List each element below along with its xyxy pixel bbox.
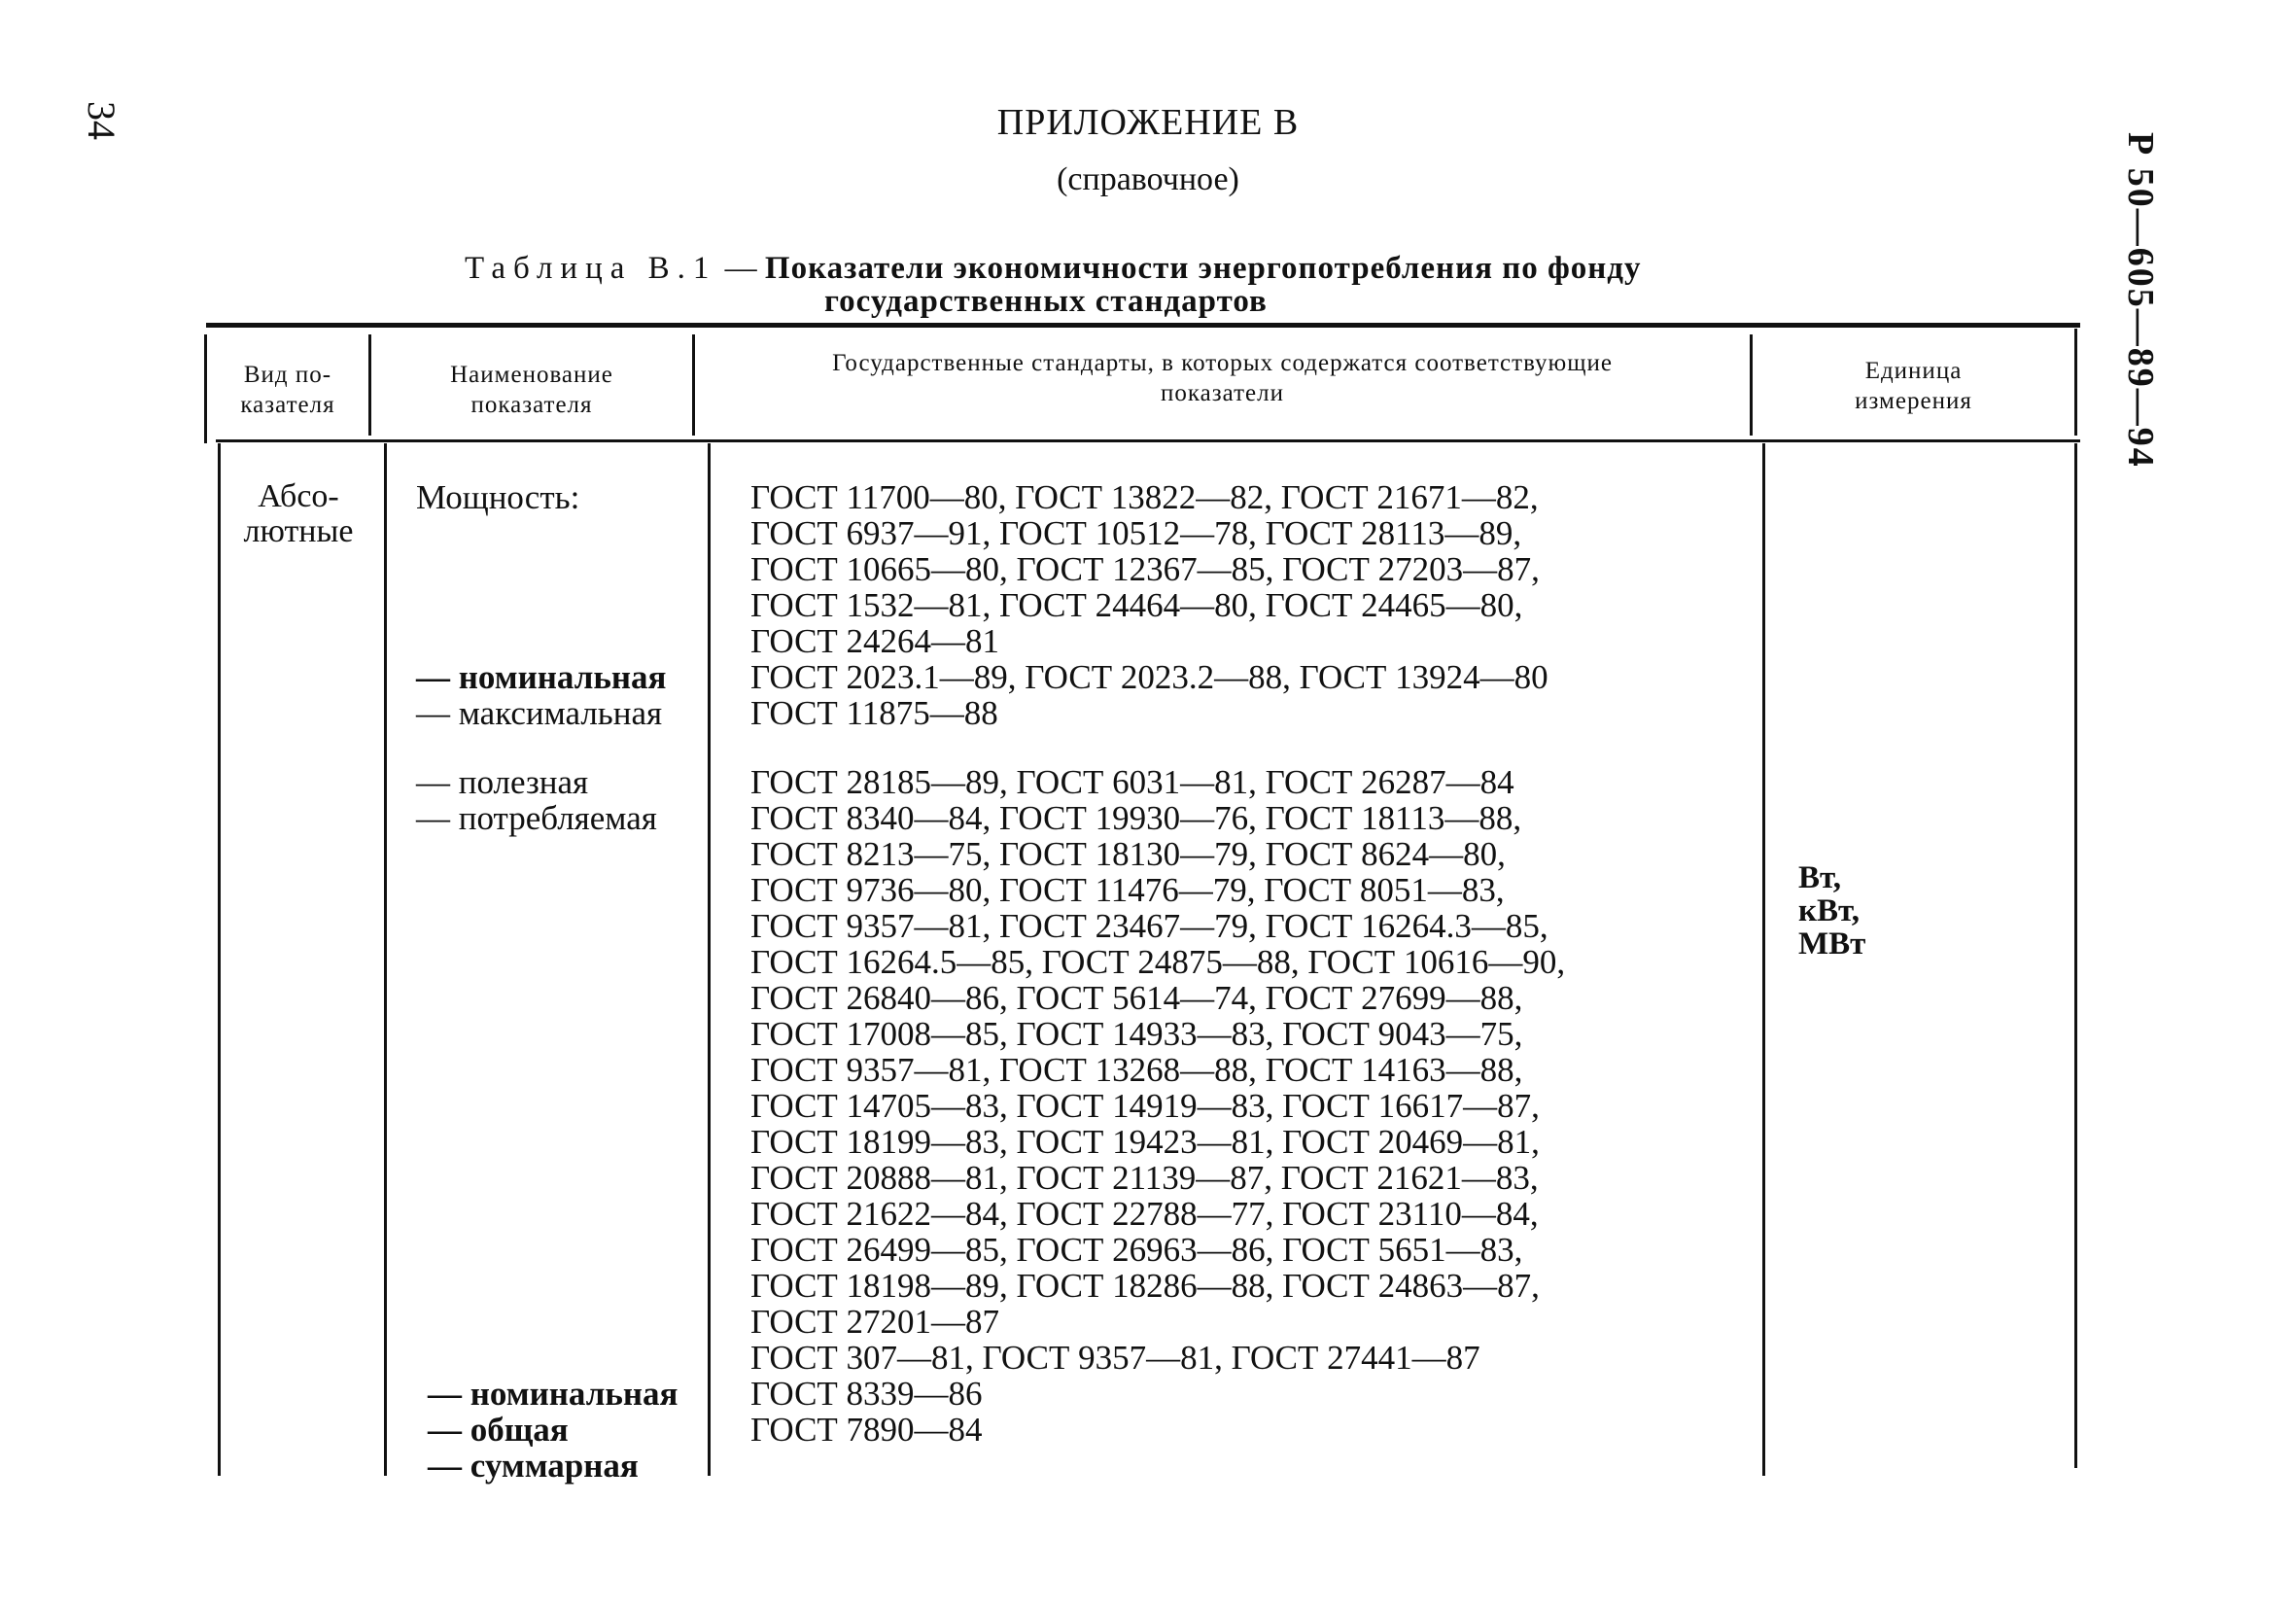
indicator-name (416, 587, 678, 623)
kind-line-1: Абсо- (258, 478, 339, 514)
unit-kilowatt: кВт, (1798, 893, 1861, 928)
indicator-name (416, 515, 678, 551)
standards-line: ГОСТ 18199—83, ГОСТ 19423—81, ГОСТ 20469—81, (750, 1123, 1540, 1161)
indicator-name: — суммарная (428, 1447, 639, 1485)
table-title-line-2: государственных стандартов (824, 284, 1268, 319)
indicator-name: Мощность: (416, 478, 580, 516)
indicator-name (416, 1124, 678, 1160)
indicator-name (416, 1340, 678, 1376)
table-right-border-body (2074, 443, 2077, 1468)
unit-cell (1798, 861, 1865, 961)
indicator-name (416, 944, 678, 980)
standards-line: ГОСТ 21622—84, ГОСТ 22788—77, ГОСТ 23110—84, (750, 1195, 1539, 1233)
standards-line: ГОСТ 6937—91, ГОСТ 10512—78, ГОСТ 28113—89, (750, 514, 1522, 552)
indicator-name: — номинальная (428, 1375, 678, 1413)
header-name-line-2: показателя (470, 392, 593, 418)
table-title-line-1: Показатели экономичности энергопотребления по фонду (764, 251, 1642, 286)
kind-cell (206, 479, 391, 549)
indicator-name (416, 1304, 678, 1340)
appendix-status: (справочное) (1057, 161, 1239, 197)
standards-line: ГОСТ 8339—86 (750, 1375, 983, 1413)
indicator-name: — максимальная (416, 694, 663, 732)
indicator-name (416, 1088, 678, 1124)
row-spacer (416, 731, 678, 764)
indicator-name (416, 1268, 678, 1304)
table-caption (465, 251, 1642, 287)
column-divider-1-body (384, 443, 387, 1476)
header-standards (695, 348, 1750, 408)
header-unit (1753, 356, 2074, 416)
indicator-name: — номинальная (416, 658, 667, 696)
indicator-name (416, 1052, 678, 1088)
standards-line: ГОСТ 28185—89, ГОСТ 6031—81, ГОСТ 26287—84 (750, 763, 1514, 801)
standards-line: ГОСТ 11700—80, ГОСТ 13822—82, ГОСТ 21671—82, (750, 478, 1539, 516)
standards-line: ГОСТ 307—81, ГОСТ 9357—81, ГОСТ 27441—87 (750, 1339, 1480, 1377)
standards-line: ГОСТ 2023.1—89, ГОСТ 2023.2—88, ГОСТ 13924—80 (750, 658, 1548, 696)
indicator-name: — полезная (416, 763, 589, 801)
header-kind (206, 360, 369, 420)
header-standards-line-2: показатели (1161, 380, 1284, 406)
page-number: 34 (80, 101, 123, 140)
appendix-title: ПРИЛОЖЕНИЕ В (996, 102, 1300, 143)
standards-line: ГОСТ 20888—81, ГОСТ 21139—87, ГОСТ 21621—83, (750, 1159, 1539, 1197)
standards-line: ГОСТ 16264.5—85, ГОСТ 24875—88, ГОСТ 10616—90, (750, 943, 1566, 981)
indicator-names (416, 479, 678, 1484)
indicator-name (416, 623, 678, 659)
indicator-name (416, 1232, 678, 1268)
standards-line: ГОСТ 11875—88 (750, 694, 998, 732)
indicator-name (416, 551, 678, 587)
indicator-name: — потребляемая (416, 799, 657, 837)
standards-line: ГОСТ 18198—89, ГОСТ 18286—88, ГОСТ 24863—87, (750, 1267, 1540, 1305)
standards-line: ГОСТ 9357—81, ГОСТ 13268—88, ГОСТ 14163—88, (750, 1051, 1523, 1089)
standards-line: ГОСТ 8213—75, ГОСТ 18130—79, ГОСТ 8624—80, (750, 835, 1506, 873)
header-standards-line-1: Государственные стандарты, в которых содержатся соответствующие (832, 350, 1613, 376)
header-name-line-1: Наименование (450, 362, 613, 388)
indicator-name (416, 908, 678, 944)
indicator-name (416, 980, 678, 1016)
standards-line: ГОСТ 27201—87 (750, 1303, 1000, 1341)
header-unit-line-2: измерения (1855, 388, 1972, 414)
indicator-name: — общая (428, 1411, 569, 1449)
header-kind-line-1: Вид по- (243, 362, 332, 388)
standards-line: ГОСТ 14705—83, ГОСТ 14919—83, ГОСТ 16617—87, (750, 1087, 1540, 1125)
header-bottom-rule (216, 439, 2080, 442)
column-divider-2-body (708, 443, 711, 1476)
standards-line: ГОСТ 17008—85, ГОСТ 14933—83, ГОСТ 9043—75, (750, 1015, 1523, 1053)
standards-line: ГОСТ 7890—84 (750, 1411, 983, 1449)
indicator-name (416, 1160, 678, 1196)
standards-line: ГОСТ 26840—86, ГОСТ 5614—74, ГОСТ 27699—88, (750, 979, 1523, 1017)
standards-line: ГОСТ 9357—81, ГОСТ 23467—79, ГОСТ 16264.3—85, (750, 907, 1548, 945)
caption-dash: — (716, 251, 765, 286)
document-code: Р 50—605—89—94 (2120, 132, 2161, 469)
header-name (371, 360, 692, 420)
indicator-name (416, 1016, 678, 1052)
column-divider-3-body (1762, 443, 1765, 1476)
unit-watt: Вт, (1798, 860, 1841, 895)
table-label: Таблица В.1 (465, 251, 717, 286)
standards-line: ГОСТ 1532—81, ГОСТ 24464—80, ГОСТ 24465—80, (750, 586, 1523, 624)
kind-line-2: лютные (243, 513, 354, 549)
indicator-name (416, 872, 678, 908)
header-unit-line-1: Единица (1864, 358, 1963, 384)
table-top-rule (206, 323, 2080, 328)
standards-line: ГОСТ 9736—80, ГОСТ 11476—79, ГОСТ 8051—83, (750, 871, 1505, 909)
standards-list (750, 479, 1565, 1448)
indicator-name (416, 836, 678, 872)
row-spacer (750, 731, 1565, 764)
standards-line: ГОСТ 10665—80, ГОСТ 12367—85, ГОСТ 27203—87, (750, 550, 1540, 588)
header-kind-line-2: казателя (240, 392, 335, 418)
standards-line: ГОСТ 26499—85, ГОСТ 26963—86, ГОСТ 5651—83, (750, 1231, 1523, 1269)
table-right-border (2074, 329, 2077, 436)
standards-line: ГОСТ 8340—84, ГОСТ 19930—76, ГОСТ 18113—88, (750, 799, 1522, 837)
indicator-name (416, 1196, 678, 1232)
standards-line: ГОСТ 24264—81 (750, 622, 1000, 660)
unit-megawatt: МВт (1798, 926, 1866, 961)
table-left-border-body (218, 443, 221, 1476)
